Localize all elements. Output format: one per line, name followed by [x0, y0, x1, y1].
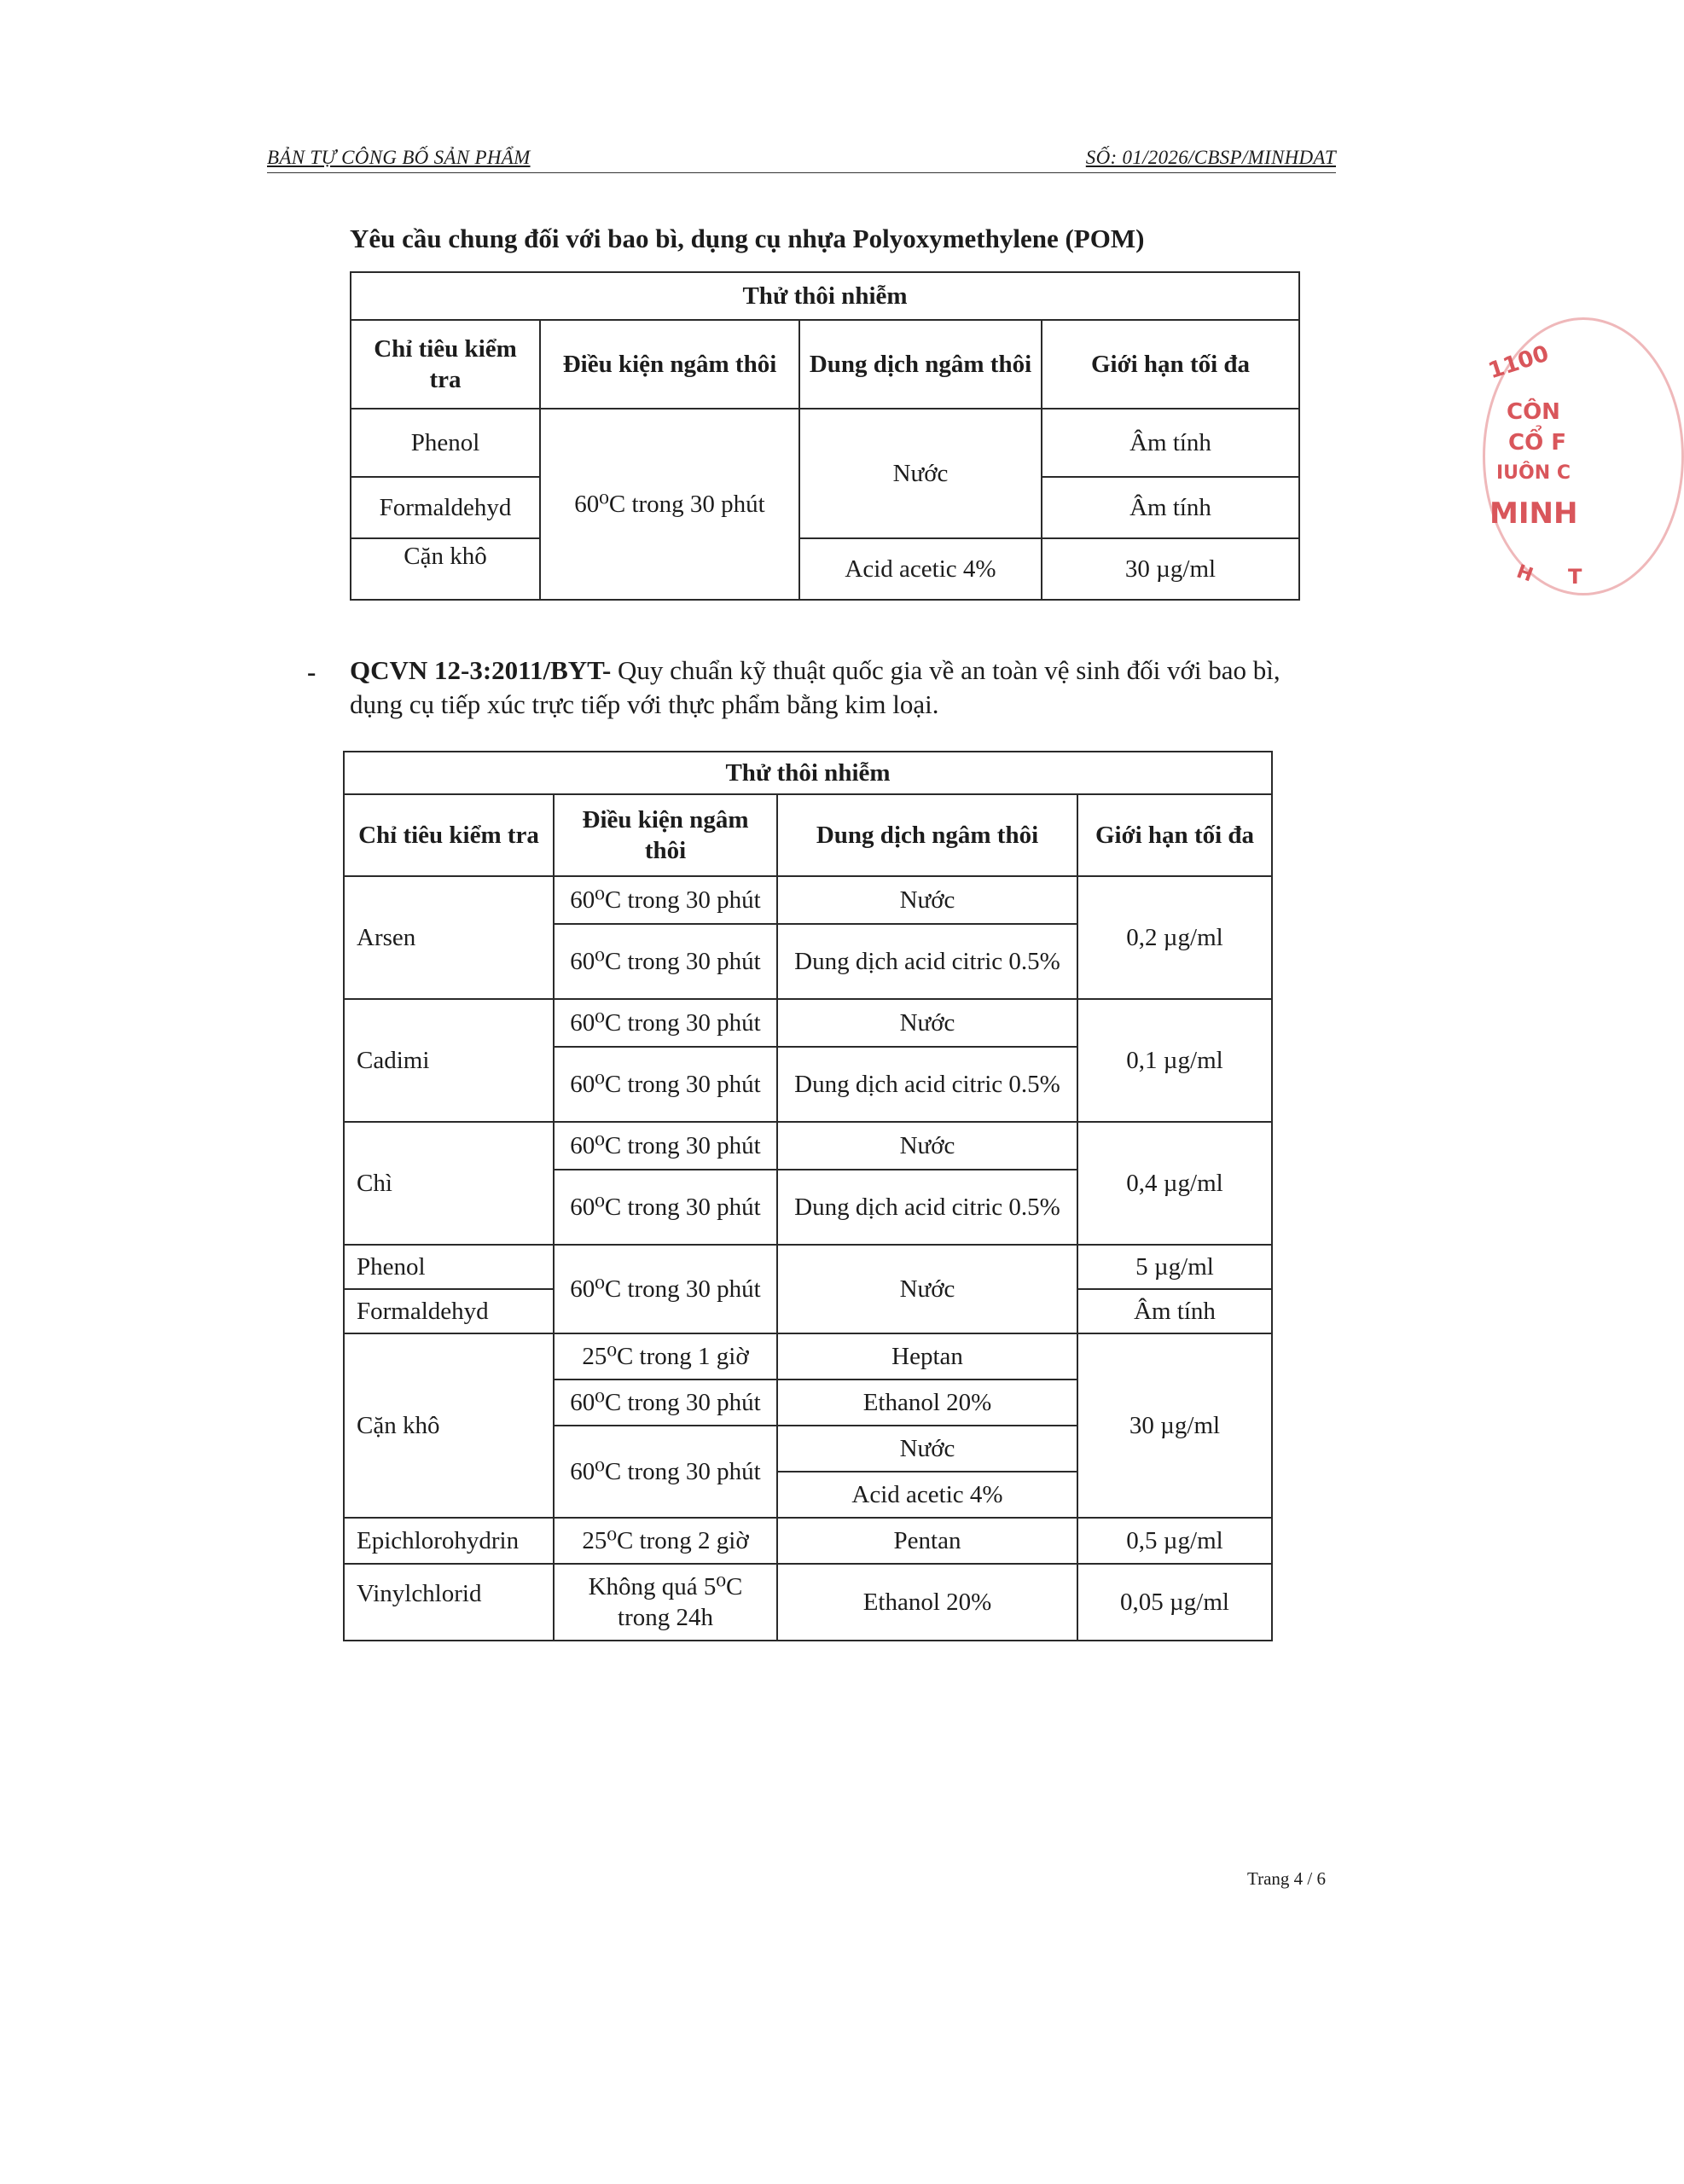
stamp-line-4: MINH	[1489, 497, 1578, 531]
table2-arsen-sol1: Nước	[777, 876, 1077, 924]
table2-arsen-cond2: 60⁰C trong 30 phút	[554, 924, 777, 999]
table2-header-limit: Giới hạn tối đa	[1077, 794, 1272, 876]
table2-can-kho-cond2: 60⁰C trong 30 phút	[554, 1380, 777, 1426]
table1-header-limit: Giới hạn tối đa	[1042, 320, 1299, 409]
company-stamp	[1483, 317, 1602, 624]
table2-header-solution: Dung dịch ngâm thôi	[777, 794, 1077, 876]
table2-item-arsen: Arsen	[344, 876, 554, 999]
table1-header-solution: Dung dịch ngâm thôi	[799, 320, 1042, 409]
table2-vinylchlorid-cond: Không quá 5⁰C trong 24h	[554, 1564, 777, 1641]
table2-cadimi-limit: 0,1 µg/ml	[1077, 999, 1272, 1122]
table1-header-item: Chỉ tiêu kiểm tra	[351, 320, 540, 409]
table2-cadimi-cond1: 60⁰C trong 30 phút	[554, 999, 777, 1047]
table2-item-vinylchlorid: Vinylchlorid	[344, 1564, 554, 1641]
table2-epichlorohydrin-cond: 25⁰C trong 2 giờ	[554, 1518, 777, 1564]
table2-chi-sol1: Nước	[777, 1122, 1077, 1170]
stamp-line-6: T	[1568, 565, 1582, 589]
table1-item-phenol: Phenol	[351, 409, 540, 477]
table1-solution-water: Nước	[799, 409, 1042, 538]
table2-item-chi: Chì	[344, 1122, 554, 1245]
table1-caption: Thử thôi nhiễm	[351, 272, 1299, 320]
table1-header-condition: Điều kiện ngâm thôi	[540, 320, 799, 409]
table2-header-item: Chỉ tiêu kiểm tra	[344, 794, 554, 876]
table2-arsen-sol2: Dung dịch acid citric 0.5%	[777, 924, 1077, 999]
table1-limit-can-kho: 30 µg/ml	[1042, 538, 1299, 600]
table2-can-kho-sol2: Ethanol 20%	[777, 1380, 1077, 1426]
table2-caption: Thử thôi nhiễm	[344, 752, 1272, 794]
table2-epichlorohydrin-limit: 0,5 µg/ml	[1077, 1518, 1272, 1564]
table2-phenol-limit: 5 µg/ml	[1077, 1245, 1272, 1289]
table2-cadimi-sol1: Nước	[777, 999, 1077, 1047]
table2-item-cadimi: Cadimi	[344, 999, 554, 1122]
header-divider	[267, 172, 1336, 173]
table2-cadimi-cond2: 60⁰C trong 30 phút	[554, 1047, 777, 1122]
table2-can-kho-cond1: 25⁰C trong 1 giờ	[554, 1333, 777, 1380]
section1-title: Yêu cầu chung đối với bao bì, dụng cụ nhựa Polyoxymethylene (POM)	[350, 224, 1145, 253]
table2-item-can-kho: Cặn khô	[344, 1333, 554, 1518]
stamp-number: 1100	[1485, 340, 1553, 385]
table2-chi-limit: 0,4 µg/ml	[1077, 1122, 1272, 1245]
stamp-line-1: CÔN	[1507, 399, 1560, 425]
table1-item-formaldehyd: Formaldehyd	[351, 477, 540, 538]
header-left: BẢN TỰ CÔNG BỐ SẢN PHẨM	[267, 147, 531, 168]
table2-chi-cond1: 60⁰C trong 30 phút	[554, 1122, 777, 1170]
page-number: Trang 4 / 6	[1247, 1868, 1326, 1889]
table1-solution-acid: Acid acetic 4%	[799, 538, 1042, 600]
regulation-text: Quy chuẩn kỹ thuật quốc gia về an toàn vệ sinh đối với bao bì, dụng cụ tiếp xúc trực tiếp với thực phẩm bằng kim loại.	[350, 655, 1280, 719]
table2-formaldehyd-limit: Âm tính	[1077, 1289, 1272, 1333]
bullet-dash: -	[307, 657, 316, 687]
metal-table	[343, 751, 1273, 1641]
table2-epichlorohydrin-sol: Pentan	[777, 1518, 1077, 1564]
table2-chi-sol2: Dung dịch acid citric 0.5%	[777, 1170, 1077, 1245]
table2-can-kho-sol3: Nước	[777, 1426, 1077, 1472]
table2-can-kho-sol1: Heptan	[777, 1333, 1077, 1380]
stamp-line-2: CỔ F	[1508, 430, 1566, 456]
table2-can-kho-sol4: Acid acetic 4%	[777, 1472, 1077, 1518]
header-right: SỐ: 01/2026/CBSP/MINHDAT	[1085, 147, 1336, 168]
table2-can-kho-limit: 30 µg/ml	[1077, 1333, 1272, 1518]
stamp-line-3: IUÔN C	[1496, 462, 1571, 484]
table2-cadimi-sol2: Dung dịch acid citric 0.5%	[777, 1047, 1077, 1122]
table2-phenol-sol: Nước	[777, 1245, 1077, 1333]
regulation-paragraph	[350, 653, 1322, 721]
table2-item-epichlorohydrin: Epichlorohydrin	[344, 1518, 554, 1564]
table2-item-formaldehyd: Formaldehyd	[344, 1289, 554, 1333]
table2-header-condition: Điều kiện ngâm thôi	[554, 794, 777, 876]
table2-item-phenol: Phenol	[344, 1245, 554, 1289]
table2-phenol-cond: 60⁰C trong 30 phút	[554, 1245, 777, 1333]
table2-vinylchlorid-limit: 0,05 µg/ml	[1077, 1564, 1272, 1641]
table1-condition: 60⁰C trong 30 phút	[540, 409, 799, 600]
table2-arsen-limit: 0,2 µg/ml	[1077, 876, 1272, 999]
table1-item-can-kho: Cặn khô	[351, 538, 540, 600]
table1-limit-phenol: Âm tính	[1042, 409, 1299, 477]
table2-can-kho-cond3: 60⁰C trong 30 phút	[554, 1426, 777, 1518]
table1-limit-formaldehyd: Âm tính	[1042, 477, 1299, 538]
regulation-code: QCVN 12-3:2011/BYT-	[350, 655, 612, 685]
table2-vinylchlorid-sol: Ethanol 20%	[777, 1564, 1077, 1641]
table2-chi-cond2: 60⁰C trong 30 phút	[554, 1170, 777, 1245]
pom-table	[350, 271, 1300, 601]
table2-arsen-cond1: 60⁰C trong 30 phút	[554, 876, 777, 924]
stamp-line-5: H	[1513, 561, 1536, 587]
